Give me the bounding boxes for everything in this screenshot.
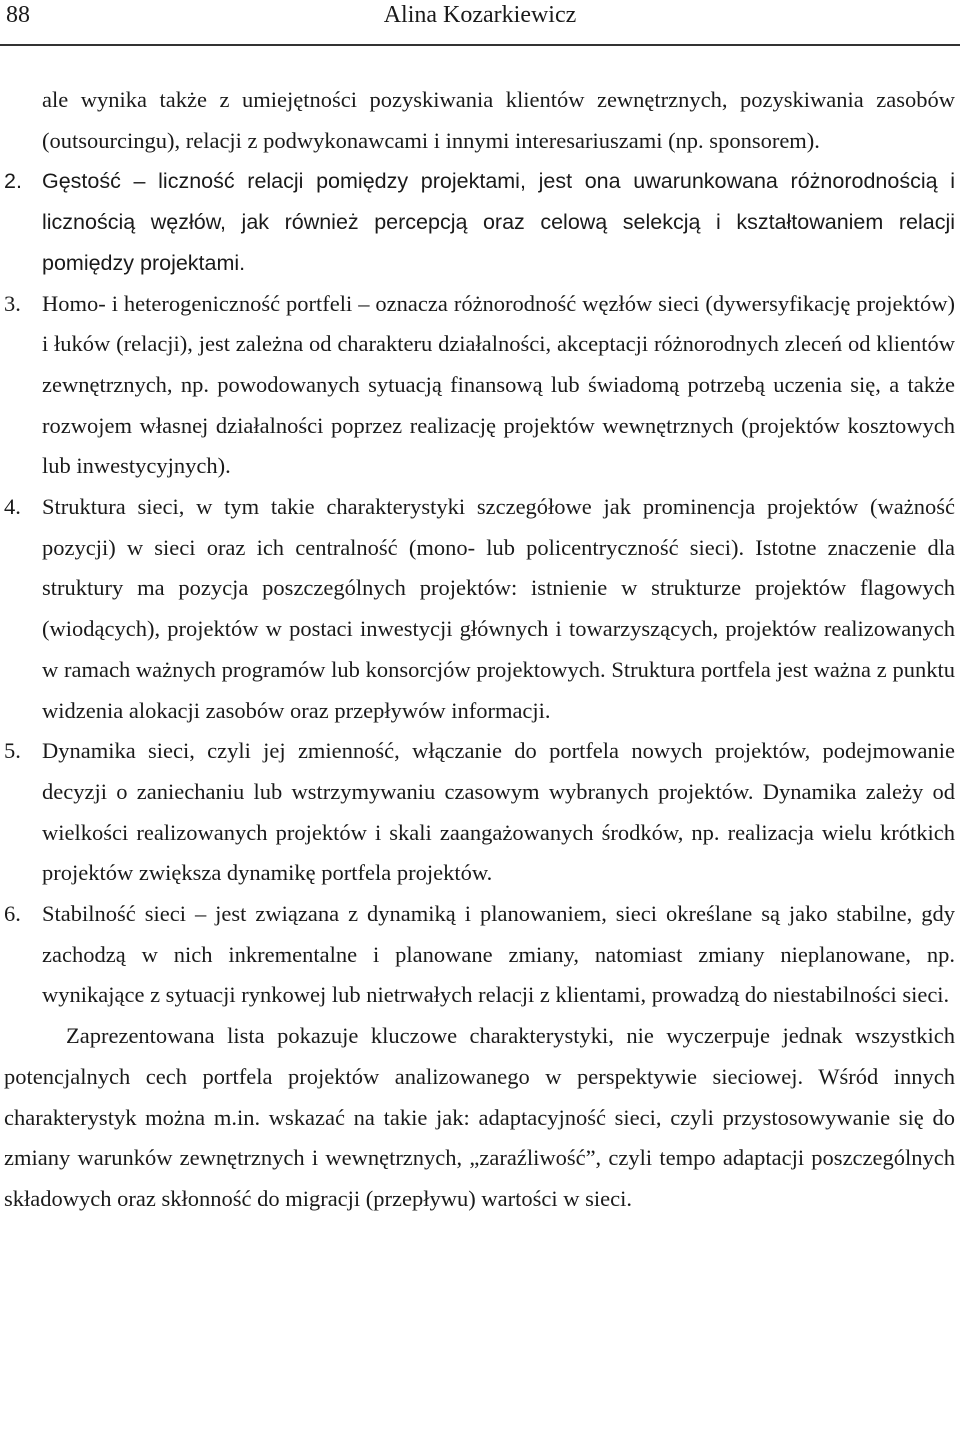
- list-item-number: 6.: [4, 901, 21, 927]
- list-item-number: 5.: [4, 738, 21, 764]
- list-item-text: Stabilność sieci – jest związana z dynamiką i planowaniem, sieci określane są jako stabilne, gdy zachodzą w nich inkrementalne i planowane zmiany, natomiast zmiany nieplanowane, np. wynikające z sytuacji rynkowej lub nietrwałych relacji z klientami, prowadzą do niestabilności sieci.: [42, 901, 955, 1008]
- running-head: Alina Kozarkiewicz: [383, 2, 577, 28]
- list-item-text: Struktura sieci, w tym takie charakterystyki szczegółowe jak prominencja projektów (ważność pozycji) w sieci oraz ich centralność (mono- lub policentryczność sieci). Istotne znaczenie dla struktury ma pozycja poszczególnych projektów: istnienie w strukturze projektów flagowych (wiodących), projektów w postaci inwestycji głównych i towarzyszących, projektów realizowanych w ramach ważnych programów lub konsorcjów projektowych. Struktura portfela jest ważna z punktu widzenia alokacji zasobów oraz przepływów informacji.: [42, 494, 955, 723]
- page-body: [0, 80, 955, 1220]
- list-item-text: Dynamika sieci, czyli jej zmienność, włączanie do portfela nowych projektów, podejmowanie decyzji o zaniechaniu lub wstrzymywaniu czasowym wybranych projektów. Dynamika zależy od wielkości realizowanych projektów i skali zaangażowanych środków, np. realizacja wielu krótkich projektów zwiększa dynamikę portfela projektów.: [42, 738, 955, 886]
- list-item-number: 4.: [4, 494, 21, 520]
- list-item-5: [0, 731, 955, 894]
- page-number: 88: [6, 2, 30, 28]
- list-item-4: [0, 487, 955, 731]
- page-header: [0, 0, 960, 46]
- list-item-3: [0, 284, 955, 488]
- list-item-number: 3.: [4, 290, 21, 316]
- list-item-number: 2.: [4, 169, 22, 194]
- closing-paragraph: Zaprezentowana lista pokazuje kluczowe charakterystyki, nie wyczerpuje jednak wszystkich potencjalnych cech portfela projektów analizowanego w perspektywie sieciowej. Wśród innych charakterystyk można m.in. wskazać na takie jak: adaptacyjność sieci, czyli przystosowywanie się do zmiany warunków zewnętrznych i wewnętrznych, „zaraźliwość”, czyli tempo adaptacji poszczególnych składowych oraz skłonność do migracji (przepływu) wartości w sieci.: [4, 1023, 955, 1211]
- list-item-text: Gęstość – liczność relacji pomiędzy projektami, jest ona uwarunkowana różnorodnością i licznością węzłów, jak również percepcją oraz celową selekcją i kształtowaniem relacji pomiędzy projektami.: [42, 169, 955, 275]
- list-item-6: [0, 894, 955, 1016]
- list-item-text: Homo- i heterogeniczność portfeli – oznacza różnorodność węzłów sieci (dywersyfikację projektów) i łuków (relacji), jest zależna od charakteru działalności, akceptacji różnorodnych zleceń od klientów zewnętrznych, np. powodowanych sytuacją finansową lub świadomą potrzebą uczenia się, a także rozwojem własnej działalności poprzez realizację projektów wewnętrznych (projektów kosztowych lub inwestycyjnych).: [42, 290, 955, 479]
- list-item-2: [0, 161, 955, 283]
- continuation-paragraph: ale wynika także z umiejętności pozyskiwania klientów zewnętrznych, pozyskiwania zasobów (outsourcingu), relacji z podwykonawcami i innymi interesariuszami (np. sponsorem).: [42, 87, 955, 153]
